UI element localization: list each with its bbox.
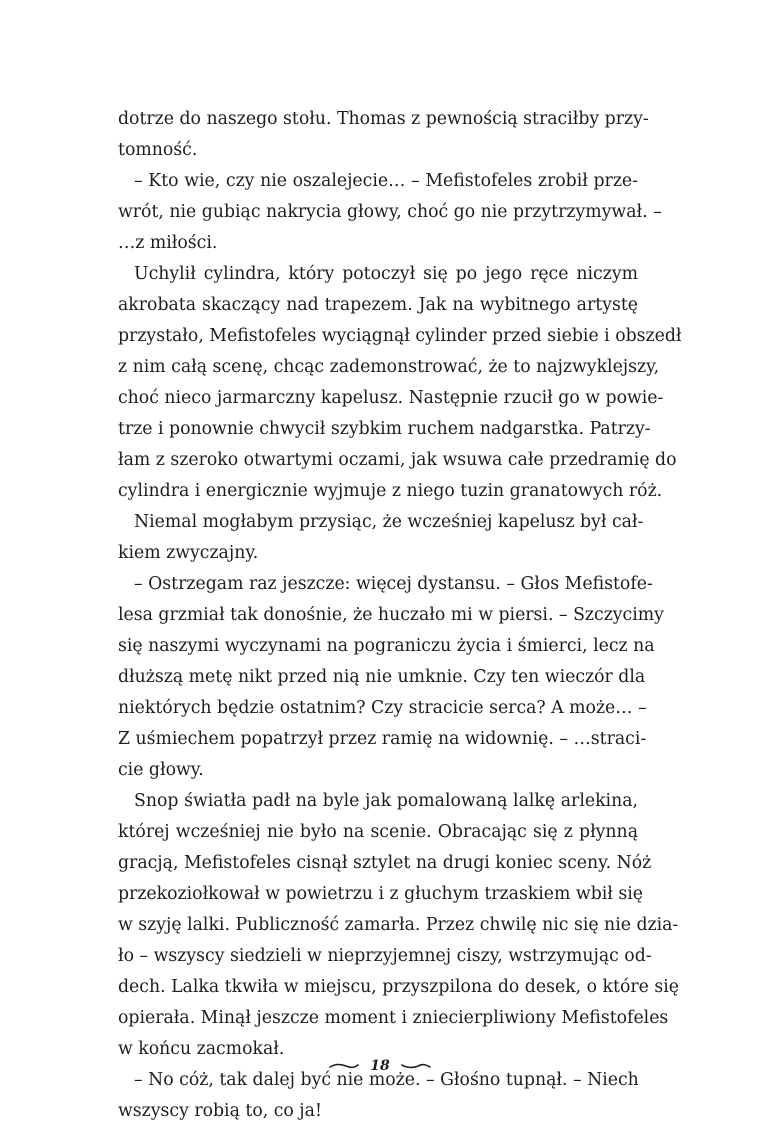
text-line: w końcu zacmokał.	[118, 1039, 285, 1059]
text-line: dotrze do naszego stołu. Thomas z pewnością straciłby przy-	[118, 109, 649, 129]
text-line: przystało, Mefistofeles wyciągnął cylinder przed siebie i obszedł	[118, 326, 682, 346]
body-text	[118, 104, 682, 1127]
text-line: Z uśmiechem popatrzył przez ramię na widownię. – …straci-	[118, 729, 647, 749]
text-line: łam z szeroko otwartymi oczami, jak wsuwa całe przedramię do	[118, 450, 677, 470]
text-line: w szyję lalki. Publiczność zamarła. Przez chwilę nic się nie dzia-	[118, 915, 679, 935]
text-line: lesa grzmiał tak donośnie, że huczało mi w piersi. – Szczycimy	[118, 605, 664, 625]
text-line: Uchylił cylindra, który potoczył się po jego ręce niczym	[134, 264, 638, 284]
text-line: ło – wszyscy siedzieli w nieprzyjemnej ciszy, wstrzymując od-	[118, 946, 652, 966]
text-line: z nim całą scenę, chcąc zademonstrować, że to najzwyklejszy,	[118, 357, 660, 377]
text-line: …z miłości.	[118, 233, 218, 253]
page-footer	[0, 1055, 760, 1074]
text-line: kiem zwyczajny.	[118, 543, 259, 563]
text-line: Snop światła padł na byle jak pomalowaną lalkę arlekina,	[134, 791, 638, 811]
text-line: – Ostrzegam raz jeszcze: więcej dystansu. – Głos Mefistofe-	[134, 574, 653, 594]
text-line: Niemal mogłabym przysiąc, że wcześniej kapelusz był cał-	[134, 512, 644, 532]
text-line: tomność.	[118, 140, 198, 160]
text-line: niektórych będzie ostatnim? Czy stracicie serca? A może… –	[118, 698, 647, 718]
text-line: – Kto wie, czy nie oszalejecie… – Mefistofeles zrobił prze-	[134, 171, 638, 191]
text-line: przekoziołkował w powietrzu i z głuchym trzaskiem wbił się	[118, 884, 644, 904]
swash-ornament-icon	[401, 1062, 431, 1070]
text-line: gracją, Mefistofeles cisnął sztylet na drugi koniec sceny. Nóż	[118, 853, 652, 873]
text-line: się naszymi wyczynami na pograniczu życia i śmierci, lecz na	[118, 636, 655, 656]
text-line: wrót, nie gubiąc nakrycia głowy, choć go nie przytrzymywał. –	[118, 202, 662, 222]
page-number: 18	[370, 1057, 390, 1074]
text-line: choć nieco jarmarczny kapelusz. Następnie rzucił go w powie-	[118, 388, 664, 408]
text-line: której wcześniej nie było na scenie. Obracając się z płynną	[118, 822, 638, 842]
swash-ornament-icon	[329, 1062, 359, 1070]
text-line: trze i ponownie chwycił szybkim ruchem nadgarstka. Patrzy-	[118, 419, 651, 439]
text-line: dłuższą metę nikt przed nią nie umknie. Czy ten wieczór dla	[118, 667, 646, 687]
text-line: dech. Lalka tkwiła w miejscu, przyszpilona do desek, o które się	[118, 977, 679, 997]
text-line: wszyscy robią to, co ja!	[118, 1101, 322, 1121]
text-line: opierała. Minął jeszcze moment i zniecierpliwiony Mefistofeles	[118, 1008, 669, 1028]
text-line: cylindra i energicznie wyjmuje z niego tuzin granatowych róż.	[118, 481, 663, 501]
text-line: – No cóż, tak dalej być nie może. – Głośno tupnął. – Niech	[134, 1070, 639, 1090]
text-line: akrobata skaczący nad trapezem. Jak na wybitnego artystę	[118, 295, 638, 315]
text-line: cie głowy.	[118, 760, 204, 780]
